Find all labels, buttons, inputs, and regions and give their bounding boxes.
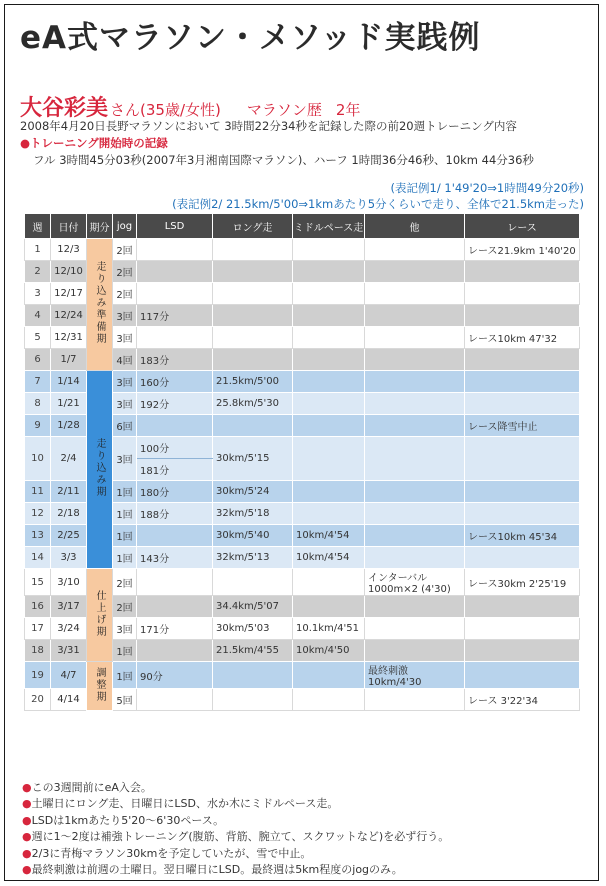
cell-other [365, 662, 465, 689]
cell-race [465, 283, 580, 305]
cell-long [213, 239, 293, 261]
cell-middle [293, 327, 365, 349]
cell-middle [293, 305, 365, 327]
cell-long: 30km/5'03 [213, 618, 293, 640]
cell-lsd [137, 689, 213, 711]
header-period: 期分 [87, 214, 113, 239]
cell-other [365, 393, 465, 415]
cell-long [213, 689, 293, 711]
cell-long [213, 415, 293, 437]
cell-week: 10 [25, 437, 51, 481]
note-text: 週に1〜2度は補強トレーニング(腹筋、背筋、腕立て、スクワットなど)を必ず行う。 [31, 830, 450, 844]
cell-middle [293, 349, 365, 371]
cell-other [365, 327, 465, 349]
table-header-row [25, 214, 580, 239]
cell-week: 14 [25, 547, 51, 569]
starting-record: フル 3時間45分03秒(2007年3月湘南国際マラソン)、ハーフ 1時間36分46秒、10km 44分36秒 [33, 153, 534, 167]
cell-long: 30km/5'40 [213, 525, 293, 547]
cell-lsd [137, 283, 213, 305]
cell-race [465, 640, 580, 662]
cell-week: 6 [25, 349, 51, 371]
cell-other [365, 415, 465, 437]
cell-other [365, 503, 465, 525]
cell-lsd: 90分 [137, 662, 213, 689]
cell-race [465, 662, 580, 689]
cell-week: 2 [25, 261, 51, 283]
other-line-2: 10km/4'30 [368, 677, 422, 688]
period-label: 走り込み準備期 [94, 261, 105, 345]
cell-lsd: 160分 [137, 371, 213, 393]
cell-other [365, 569, 465, 596]
cell-week: 18 [25, 640, 51, 662]
cell-other [365, 283, 465, 305]
cell-middle [293, 503, 365, 525]
cell-date: 1/14 [51, 371, 87, 393]
bullet-icon: ● [22, 813, 32, 827]
notation-example-1: (表記例1/ 1'49'20⇒1時間49分20秒) [390, 181, 584, 195]
note-item [22, 862, 449, 878]
cell-race [465, 305, 580, 327]
bullet-icon: ● [22, 781, 32, 794]
cell-long [213, 569, 293, 596]
cell-race [465, 261, 580, 283]
cell-race [465, 349, 580, 371]
cell-long: 30km/5'24 [213, 481, 293, 503]
cell-long: 32km/5'18 [213, 503, 293, 525]
cell-date: 4/14 [51, 689, 87, 711]
cell-lsd [137, 596, 213, 618]
cell-lsd: 171分 [137, 618, 213, 640]
cell-long [213, 261, 293, 283]
other-line-1: 最終刺激 [368, 666, 408, 677]
cell-date: 12/31 [51, 327, 87, 349]
cell-date: 12/24 [51, 305, 87, 327]
cell-jog: 1回 [113, 525, 137, 547]
cell-week: 13 [25, 525, 51, 547]
cell-jog: 1回 [113, 481, 137, 503]
marathon-history-label: マラソン歴 [246, 101, 322, 119]
period-label: 仕上げ期 [94, 589, 105, 638]
header-race: レース [465, 214, 580, 239]
bullet-icon: ● [22, 863, 32, 877]
cell-middle [293, 662, 365, 689]
cell-jog: 2回 [113, 283, 137, 305]
cell-middle [293, 437, 365, 481]
cell-jog: 3回 [113, 371, 137, 393]
cell-middle: 10km/4'50 [293, 640, 365, 662]
runner-suffix: さん [110, 101, 141, 119]
cell-jog: 1回 [113, 503, 137, 525]
note-item [22, 796, 449, 812]
cell-middle [293, 283, 365, 305]
cell-date: 12/3 [51, 239, 87, 261]
bullet-icon: ● [22, 797, 32, 811]
cell-race: レース30km 2'25'19 [465, 569, 580, 596]
note-text: 最終刺激は前週の土曜日。翌日曜日にLSD。最終週は5km程度のjogのみ。 [31, 863, 403, 877]
cell-date: 3/10 [51, 569, 87, 596]
cell-jog: 3回 [113, 618, 137, 640]
period-label: 走り込み期 [94, 438, 105, 498]
cell-long: 21.5km/4'55 [213, 640, 293, 662]
cell-race: レース 3'22'34 [465, 689, 580, 711]
cell-jog: 3回 [113, 437, 137, 481]
cell-middle: 10.1km/4'51 [293, 618, 365, 640]
cell-long: 25.8km/5'30 [213, 393, 293, 415]
cell-week: 3 [25, 283, 51, 305]
note-item [22, 780, 449, 796]
notation-example-2: (表記例2/ 21.5km/5'00⇒1kmあたり5分くらいで走り、全体で21.5km走った) [172, 197, 584, 211]
cell-jog: 5回 [113, 689, 137, 711]
cell-middle [293, 689, 365, 711]
cell-other [365, 547, 465, 569]
cell-long: 30km/5'15 [213, 437, 293, 481]
cell-date: 1/28 [51, 415, 87, 437]
cell-lsd: 100分 [137, 437, 213, 459]
cell-date: 2/18 [51, 503, 87, 525]
cell-race [465, 371, 580, 393]
cell-week: 5 [25, 327, 51, 349]
header-date: 日付 [51, 214, 87, 239]
note-text: 土曜日にロング走、日曜日にLSD、水か木にミドルペース走。 [31, 797, 339, 811]
table-row [25, 239, 580, 261]
cell-week: 12 [25, 503, 51, 525]
runner-name: 大谷彩美 [20, 96, 109, 121]
cell-race: レース降雪中止 [465, 415, 580, 437]
cell-lsd [137, 640, 213, 662]
table-row [25, 569, 580, 596]
cell-other [365, 371, 465, 393]
cell-race [465, 393, 580, 415]
cell-long: 32km/5'13 [213, 547, 293, 569]
cell-lsd [137, 261, 213, 283]
cell-date: 3/3 [51, 547, 87, 569]
note-text: 2/3に青梅マラソン30kmを予定していたが、雪で中止。 [31, 846, 312, 860]
cell-date: 12/17 [51, 283, 87, 305]
cell-lsd: 180分 [137, 481, 213, 503]
cell-other [365, 525, 465, 547]
cell-long [213, 305, 293, 327]
cell-long: 34.4km/5'07 [213, 596, 293, 618]
cell-week: 16 [25, 596, 51, 618]
period-buildup [87, 371, 113, 569]
description: 2008年4月20日長野マラソンにおいて 3時間22分34秒を記録した際の前20週トレーニング内容 [20, 119, 517, 133]
cell-week: 9 [25, 415, 51, 437]
note-item [22, 829, 449, 845]
cell-lsd: 188分 [137, 503, 213, 525]
cell-week: 17 [25, 618, 51, 640]
note-item [22, 846, 449, 862]
cell-race [465, 437, 580, 481]
cell-other [365, 305, 465, 327]
cell-long: 21.5km/5'00 [213, 371, 293, 393]
runner-age: (35歳/女性) [140, 101, 221, 119]
cell-middle [293, 393, 365, 415]
other-line-2: 1000m×2 (4'30) [368, 584, 451, 595]
marathon-history-value: 2年 [335, 101, 361, 119]
cell-lsd: 192分 [137, 393, 213, 415]
cell-race: レース21.9km 1'40'20 [465, 239, 580, 261]
header-lsd: LSD [137, 214, 213, 239]
cell-lsd: 143分 [137, 547, 213, 569]
header-week: 週 [25, 214, 51, 239]
cell-race [465, 618, 580, 640]
cell-week: 8 [25, 393, 51, 415]
cell-date: 3/17 [51, 596, 87, 618]
cell-jog: 2回 [113, 239, 137, 261]
cell-lsd: 181分 [137, 459, 213, 481]
cell-week: 11 [25, 481, 51, 503]
cell-race: レース10km 47'32 [465, 327, 580, 349]
cell-other [365, 437, 465, 481]
cell-middle: 10km/4'54 [293, 525, 365, 547]
cell-other [365, 239, 465, 261]
cell-lsd [137, 525, 213, 547]
cell-other [365, 481, 465, 503]
period-prep [87, 239, 113, 371]
cell-lsd [137, 239, 213, 261]
cell-middle [293, 596, 365, 618]
cell-date: 1/21 [51, 393, 87, 415]
period-finish [87, 569, 113, 662]
cell-week: 20 [25, 689, 51, 711]
cell-jog: 2回 [113, 569, 137, 596]
cell-lsd [137, 327, 213, 349]
cell-week: 7 [25, 371, 51, 393]
cell-race [465, 481, 580, 503]
cell-date: 4/7 [51, 662, 87, 689]
cell-other [365, 596, 465, 618]
cell-race [465, 596, 580, 618]
cell-date: 1/7 [51, 349, 87, 371]
page-title: eA式マラソン・メソッド実践例 [20, 20, 481, 56]
cell-date: 2/11 [51, 481, 87, 503]
header-other: 他 [365, 214, 465, 239]
cell-jog: 3回 [113, 393, 137, 415]
header-long-run: ロング走 [213, 214, 293, 239]
cell-date: 12/10 [51, 261, 87, 283]
notes-list [22, 780, 449, 878]
training-table [24, 213, 580, 711]
cell-other [365, 689, 465, 711]
cell-week: 15 [25, 569, 51, 596]
cell-jog: 6回 [113, 415, 137, 437]
cell-other [365, 261, 465, 283]
bullet-icon: ● [22, 846, 32, 860]
cell-date: 2/4 [51, 437, 87, 481]
period-taper [87, 662, 113, 711]
cell-middle [293, 239, 365, 261]
cell-long [213, 283, 293, 305]
cell-jog: 2回 [113, 261, 137, 283]
cell-lsd: 117分 [137, 305, 213, 327]
header-jog: jog [113, 214, 137, 239]
cell-middle [293, 261, 365, 283]
cell-jog: 4回 [113, 349, 137, 371]
note-text: LSDは1kmあたり5'20〜6'30ペース。 [31, 813, 225, 827]
cell-jog: 1回 [113, 662, 137, 689]
note-text: この3週間前にeA入会。 [31, 781, 152, 794]
bullet-icon: ● [22, 830, 32, 844]
table-row [25, 662, 580, 689]
note-item [22, 813, 449, 829]
cell-other [365, 349, 465, 371]
cell-week: 1 [25, 239, 51, 261]
period-label: 調整期 [94, 666, 105, 703]
cell-middle [293, 569, 365, 596]
cell-race: レース10km 45'34 [465, 525, 580, 547]
cell-week: 4 [25, 305, 51, 327]
cell-long [213, 662, 293, 689]
other-line-1: インターバル [368, 573, 428, 584]
record-heading: ●トレーニング開始時の記録 [20, 136, 168, 150]
cell-jog: 1回 [113, 640, 137, 662]
cell-middle [293, 481, 365, 503]
cell-lsd [137, 569, 213, 596]
cell-race [465, 503, 580, 525]
cell-jog: 3回 [113, 305, 137, 327]
table-row [25, 371, 580, 393]
cell-middle [293, 371, 365, 393]
cell-date: 2/25 [51, 525, 87, 547]
cell-jog: 2回 [113, 596, 137, 618]
cell-lsd [137, 415, 213, 437]
cell-lsd: 183分 [137, 349, 213, 371]
cell-long [213, 327, 293, 349]
cell-other [365, 640, 465, 662]
cell-jog: 1回 [113, 547, 137, 569]
cell-date: 3/24 [51, 618, 87, 640]
cell-date: 3/31 [51, 640, 87, 662]
cell-other [365, 618, 465, 640]
header-middle-pace: ミドルペース走 [293, 214, 365, 239]
cell-middle: 10km/4'54 [293, 547, 365, 569]
cell-race [465, 547, 580, 569]
cell-long [213, 349, 293, 371]
cell-jog: 3回 [113, 327, 137, 349]
cell-middle [293, 415, 365, 437]
cell-week: 19 [25, 662, 51, 689]
